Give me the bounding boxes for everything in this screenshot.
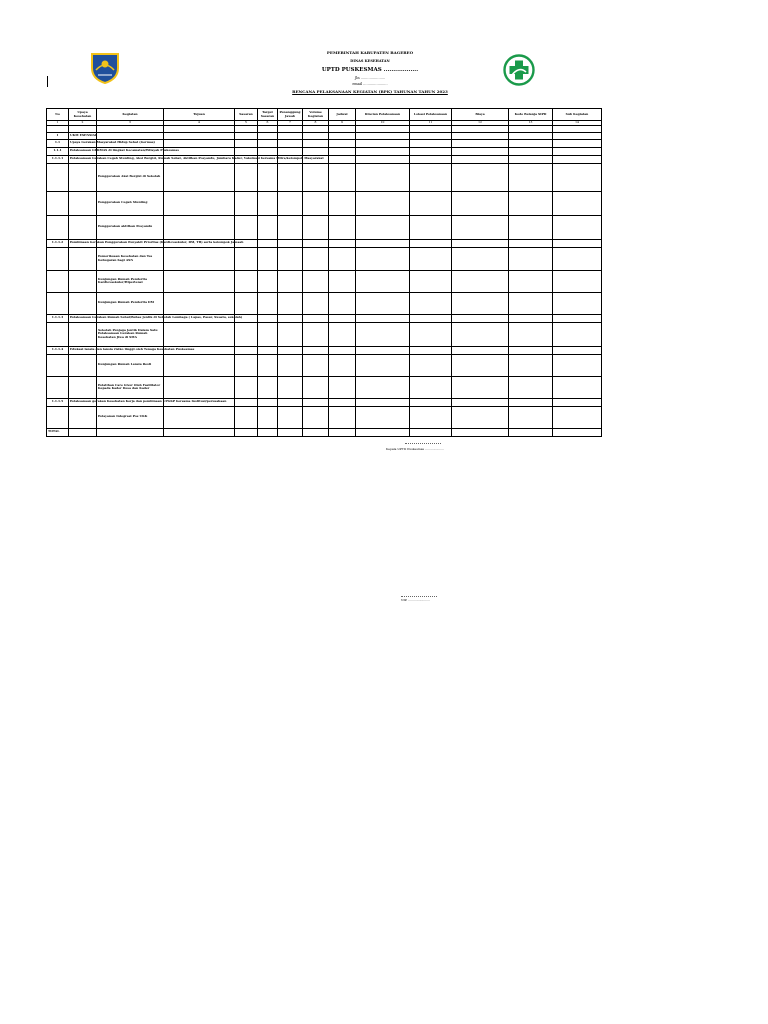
col-header: Biaya [452, 109, 509, 121]
col-number: 10 [356, 121, 410, 126]
col-number: 8 [303, 121, 329, 126]
col-header: Volume Kegiatan [303, 109, 329, 121]
table-row [47, 314, 602, 322]
kegiatan-cell: Penggerakan Aksi Bergizi di Sekolah [97, 163, 164, 191]
col-number: 13 [509, 121, 553, 126]
col-number: 2 [69, 121, 97, 126]
col-number: 3 [97, 121, 164, 126]
spacer-row [47, 125, 602, 132]
table-row [47, 147, 602, 155]
regency-emblem-logo [88, 50, 122, 84]
signature-name-line [401, 596, 437, 597]
row-number: 1.1.1.4 [47, 346, 69, 354]
col-number: 4 [164, 121, 235, 126]
row-number: 1.1.1.1 [47, 155, 69, 163]
row-number: 1.1.1.2 [47, 239, 69, 247]
table-row [47, 155, 602, 163]
table-row [47, 163, 602, 191]
row-title: Pelaksanaan Gerakan Rumah Sehat/Bebas Jentik di Sekolah Lembaga ( Lapas, Pasar, Swasta, sekolah) [70, 315, 243, 320]
col-header: Kode Belanja SIPD [509, 109, 553, 121]
row-title: Pelaksanaan gerakan Kesehatan Kerja dan pembinaan UPGKP bersama Institusi/perusahaan [70, 399, 227, 404]
col-header: Rincian Pelaksanaan [356, 109, 410, 121]
table-row [47, 139, 602, 147]
kegiatan-cell: Kunjungan Rumah Lansia Resti [97, 354, 164, 376]
row-title: Upaya Gerakan Masyarakat Hidup Sehat (Germas) [70, 140, 155, 145]
col-number: 12 [452, 121, 509, 126]
table-row [47, 191, 602, 215]
table-row [47, 292, 602, 314]
col-number: 11 [410, 121, 452, 126]
table-row [47, 239, 602, 247]
row-title: UKM ESENSIAL [70, 132, 98, 137]
kegiatan-cell: Kunjungan Rumah Penderita DM [97, 292, 164, 314]
col-header: Penanggung Jawab [278, 109, 303, 121]
table-row [47, 215, 602, 239]
kegiatan-cell: Penggerakan aktifkan Posyandu [97, 215, 164, 239]
row-number: 1.1.1 [47, 147, 69, 155]
col-header: Upaya Kesehatan [69, 109, 97, 121]
row-title: Pembinaan Gerakan Penggerakan Penyakit Prioritas (Kardiovaskuler, DM, TB) serta kelompok Jamaah [70, 240, 244, 245]
col-number: 6 [258, 121, 278, 126]
kegiatan-cell: Pelatihan Care Giver Oleh Fasilitator Kepada Kader Desa dan Kader [97, 376, 164, 398]
signature-caption: Kepala UPTD Puskesmas .................... [386, 447, 445, 451]
table-row [47, 322, 602, 346]
row-number: 1.1.1.5 [47, 398, 69, 406]
total-label: TOTAL [48, 429, 60, 434]
col-header: Jadwal [329, 109, 356, 121]
signature-nip: NIP. ....................... [401, 598, 431, 602]
kegiatan-cell: Kunjungan Rumah Penderita Kardiovaskuler/Hipertensi [97, 270, 164, 292]
address-line: Jln ...................... [354, 76, 386, 80]
govt-name: PEMERINTAH KABUPATEN BAGEREO [326, 50, 414, 55]
row-title: Edukasi lansia dan lansia risiko tinggi oleh Tenaga Kesehatan Puskesmas [70, 347, 195, 352]
table-row [47, 398, 602, 406]
kegiatan-cell: Sekolah Penjaga Jentik Dalam Satu Pelaksanaan Gerakan Rumah Kesehatan Jiwa di SMA [97, 322, 164, 346]
rpk-table [46, 108, 602, 437]
total-row [47, 428, 602, 436]
col-header: Tujuan [164, 109, 235, 121]
col-number: 9 [329, 121, 356, 126]
document-title: RENCANA PELAKSANAAN KEGIATAN (RPK) TAHUNAN TAHUN 2023 [292, 89, 448, 94]
col-header: Sub Kegiatan [553, 109, 602, 121]
table-row [47, 346, 602, 354]
table-row [47, 270, 602, 292]
col-header: Sasaran [235, 109, 258, 121]
margin-mark [47, 76, 48, 87]
col-number: 7 [278, 121, 303, 126]
col-number: 5 [235, 121, 258, 126]
row-title: Pelaksanaan GERMAS di tingkat Kecamatan/Wilayah Puskesmas [70, 148, 179, 153]
email-line: email ...................... [352, 82, 388, 86]
table-row [47, 132, 602, 139]
col-header: No [47, 109, 69, 121]
col-header: Kegiatan [97, 109, 164, 121]
table-row [47, 354, 602, 376]
row-number: I [47, 132, 69, 139]
kegiatan-cell: Pemeriksaan Kesehatan dan Tes Kebugaran bagi ASN [97, 247, 164, 270]
col-number: 14 [553, 121, 602, 126]
kegiatan-cell: Penggerakan Cegah Stunting [97, 191, 164, 215]
col-number: 1 [47, 121, 69, 126]
header-row [47, 109, 602, 121]
col-header: Target Sasaran [258, 109, 278, 121]
puskesmas-name: UPTD PUSKESMAS .................. [321, 67, 419, 73]
row-number: 1.1.1.3 [47, 314, 69, 322]
department-name: DINAS KESEHATAN [350, 59, 390, 63]
table-row [47, 376, 602, 398]
table-row [47, 406, 602, 428]
row-title: Pelaksanaan Gerakan Cegah Stunting, Aksi Bergizi, Rumah Sehat, Aktifkan Posyandu, Jumbara Kader, Vaksinasi bersama Mitra/kelompok Masyarakat [70, 156, 324, 161]
row-number: 1.1 [47, 139, 69, 147]
table-row [47, 247, 602, 270]
kegiatan-cell: Pelayanan Integrasi Pos UKK [97, 406, 164, 428]
col-header: Lokasi Pelaksanaan [410, 109, 452, 121]
signature-date-line [405, 443, 441, 444]
